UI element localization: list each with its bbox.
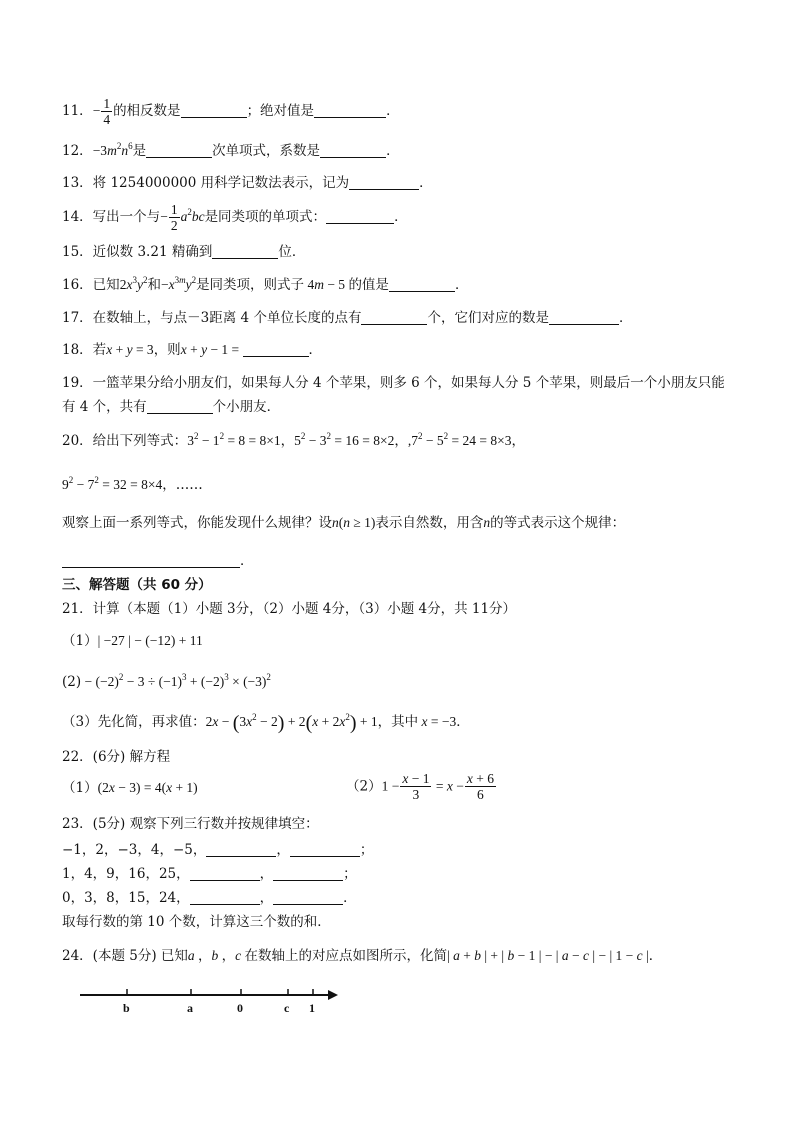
question-20-line1: 20．给出下列等式：$3^2 - 1^2 = 8 = 8\times 1$，$5^2 - 3^2 = 16 = 8\times 2$，$,7^2 - 5^2 = 24 = 8\times 3$， <box>62 431 525 449</box>
question-21-part3: （3）先化简，再求值：$2x - (3x^2 - 2) + 2(x + 2x^2) + 1$，其中 x = −3． <box>62 712 470 734</box>
answer-blank[interactable] <box>62 553 240 568</box>
question-23-row3: 0，3，8，15，24， ， ． <box>62 890 357 906</box>
question-14: 14．写出一个与− $\frac{1}{2}$ $a^2bc$是同类项的单项式： ． <box>62 202 408 233</box>
answer-blank[interactable] <box>361 310 427 325</box>
question-22-title: 22．(6分) 解方程 <box>62 749 171 765</box>
math-expression: $2x - (3x^2 - 2) + 2(x + 2x^2) + 1$ <box>205 712 378 734</box>
answer-blank[interactable] <box>190 866 260 881</box>
question-13: 13．将 1254000000 用科学记数法表示，记为 ． <box>62 175 433 191</box>
answer-blank[interactable] <box>190 890 260 905</box>
math-expression: $3^2 - 1^2 = 8 = 8\times 1$，$5^2 - 3^2 = 16 = 8\times 2$，$,7^2 - 5^2 = 24 = 8\times 3$， <box>187 431 525 448</box>
section-title: 三、解答题（共 60 分） <box>62 577 212 593</box>
answer-blank[interactable] <box>320 143 386 158</box>
math-expression: − $(-2)^2 - 3 \div (-1)^3 + (-2)^3 \times (-3)^2$ <box>81 672 271 689</box>
fraction: $\frac{x - 1}{3}$ <box>402 771 430 802</box>
label-c: c <box>284 1001 290 1015</box>
question-12: 12．$-3m^2n^6$是 次单项式，系数是 ． <box>62 141 400 159</box>
question-17: 17．在数轴上，与点－3距离 4 个单位长度的点有 个，它们对应的数是 ． <box>62 310 633 326</box>
question-16: 16．已知$2x^3y^2$和$-x^{3m}y^2$是同类项，则式子 4m − 5 的值是 ． <box>62 275 469 293</box>
question-20-line3: 观察上面一系列等式，你能发现什么规律？设n(n ≥ 1)表示自然数，用含n的等式表示这个规律： <box>62 515 626 531</box>
answer-blank[interactable] <box>314 103 386 118</box>
math-expression: | −27 | − (−12) + 11 <box>97 633 203 648</box>
answer-blank[interactable] <box>273 866 343 881</box>
question-21-part1: （1）| −27 | − (−12) + 11 <box>62 633 203 649</box>
math-expression: x + y = 3 <box>106 342 154 357</box>
math-expression: (2x − 3) = 4(x + 1) <box>97 780 198 795</box>
math-expression: $2x^3y^2$ <box>119 275 148 292</box>
answer-blank[interactable] <box>181 103 247 118</box>
math-expression: a ，b ，c <box>187 948 242 963</box>
question-15: 15．近似数 3.21 精确到 位． <box>62 244 306 260</box>
answer-blank[interactable] <box>549 310 619 325</box>
math-expression: $-x^{3m}y^2$ <box>160 275 197 292</box>
math-expression: $a^2bc$ <box>180 207 205 224</box>
answer-blank[interactable] <box>146 143 212 158</box>
math-expression: $-3m^2n^6$ <box>92 141 133 158</box>
label-1: 1 <box>309 1001 315 1015</box>
question-23-title: 23．(5分) 观察下列三行数并按规律填空： <box>62 816 319 832</box>
question-23-row2: 1，4，9，16，25， ， ； <box>62 866 357 882</box>
answer-blank[interactable] <box>349 175 419 190</box>
fraction: $\frac{1}{4}$ <box>103 96 111 127</box>
answer-blank[interactable] <box>290 842 360 857</box>
answer-blank[interactable] <box>243 342 309 357</box>
question-19-line2: 有 4 个，共有 个小朋友． <box>62 399 281 415</box>
fraction: $\frac{x + 6}{6}$ <box>466 771 494 802</box>
question-20-line4: ． <box>62 552 254 570</box>
question-11: 11．− $\frac{1}{4}$ 的相反数是 ；绝对值是 ． <box>62 96 400 127</box>
math-expression: 4m − 5 <box>304 277 349 292</box>
answer-blank[interactable] <box>147 399 213 414</box>
question-19-line1: 19．一篮苹果分给小朋友们，如果每人分 4 个苹果，则多 6 个，如果每人分 5 个苹果，则最后一个小朋友只能 <box>62 375 725 391</box>
label-b: b <box>123 1001 130 1015</box>
math-expression: | a + b | + | b − 1 | − | a − c | − | 1 − c | <box>447 948 649 963</box>
label-a: a <box>187 1001 193 1015</box>
question-21-title: 21．计算（本题（1）小题 3分，（2）小题 4分，（3）小题 4分，共 11分） <box>62 601 517 617</box>
question-20-line2: $9^2 - 7^2 = 32 = 8\times 4$，…… <box>62 475 203 493</box>
question-21-part2: $(2) - (-2)^2 - 3 \div (-1)^3 + (-2)^3 \times (-3)^2$ <box>62 672 271 690</box>
label-0: 0 <box>237 1001 243 1015</box>
question-23-last: 取每行数的第 10 个数，计算这三个数的和． <box>62 914 331 930</box>
question-23-row1: −1，2，−3，4，−5， ， ； <box>62 842 374 858</box>
question-18: 18．若x + y = 3，则x + y − 1 = ． <box>62 342 323 358</box>
answer-blank[interactable] <box>326 209 394 224</box>
answer-blank[interactable] <box>212 244 278 259</box>
math-expression: $9^2 - 7^2 = 32 = 8\times 4$ <box>62 475 163 492</box>
question-22-part1: （1）(2x − 3) = 4(x + 1) <box>62 780 198 796</box>
question-24: 24．(本题 5分) 已知a ，b ，c 在数轴上的对应点如图所示，化简| a + b | + | b − 1 | − | a − c | − | 1 − c |． <box>62 948 663 964</box>
answer-blank[interactable] <box>206 842 276 857</box>
math-expression: x + y − 1 = <box>180 342 243 357</box>
answer-blank[interactable] <box>273 890 343 905</box>
fraction: $\frac{1}{2}$ <box>170 202 178 233</box>
arrow-icon <box>328 990 338 1000</box>
question-22-part2: （2）1 − $\frac{x - 1}{3}$ = x − $\frac{x + 6}{6}$ <box>346 771 494 802</box>
answer-blank[interactable] <box>389 277 455 292</box>
math-expression: n(n ≥ 1) <box>332 515 376 530</box>
